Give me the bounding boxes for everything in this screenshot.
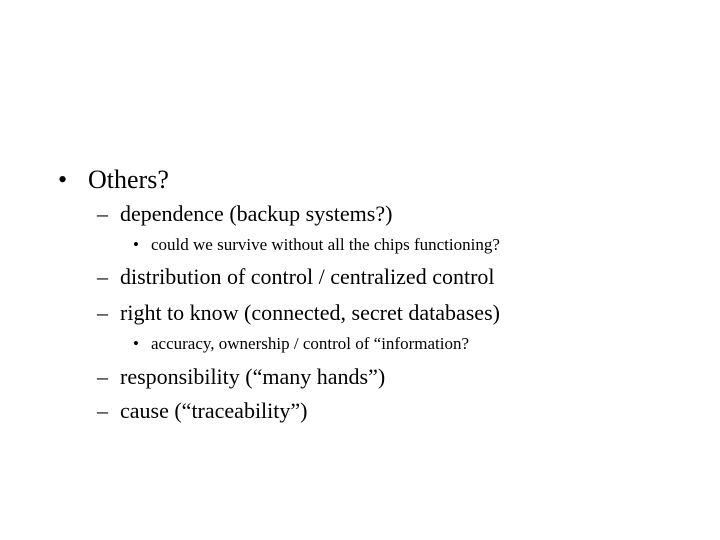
bullet-dash-icon: – [97,364,108,389]
bullet-dot-small-icon: • [133,334,139,353]
bullet-dash-icon: – [97,398,108,423]
list-item-responsibility: responsibility (“many hands”) [120,364,386,389]
list-item-dependence: dependence (backup systems?) [120,201,393,226]
list-item-accuracy: accuracy, ownership / control of “information? [151,334,469,353]
list-item-others: Others? [88,165,169,194]
bullet-dash-icon: – [97,300,108,325]
list-item-right-to-know: right to know (connected, secret databases) [120,300,500,325]
list-item-distribution: distribution of control / centralized control [120,264,495,289]
bullet-dash-icon: – [97,201,108,226]
list-item-survive: could we survive without all the chips functioning? [151,235,500,254]
bullet-dash-icon: – [97,264,108,289]
list-item-cause: cause (“traceability”) [120,398,308,423]
bullet-dot-icon: • [58,165,68,194]
bullet-dot-small-icon: • [133,235,139,254]
